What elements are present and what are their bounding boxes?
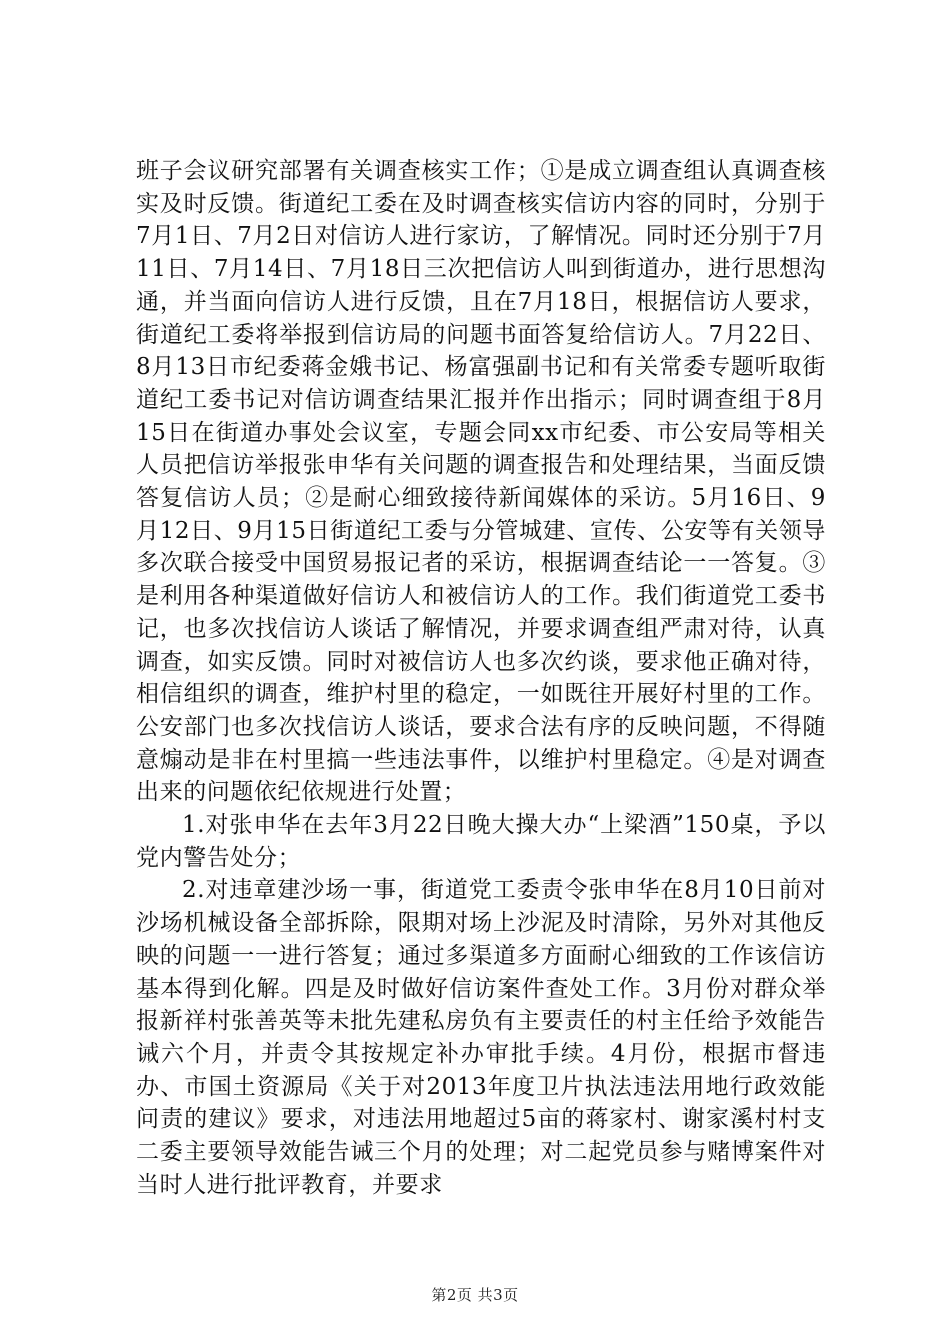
body-paragraph-item-2: 2.对违章建沙场一事，街道党工委责令张申华在8月10日前对沙场机械设备全部拆除，限期对场上沙泥及时清除，另外对其他反映的问题一一进行答复；通过多渠道多方面耐心细致的工作该信访基本得到化解。四是及时做好信访案件查处工作。3月份对群众举报新祥村张善英等未批先建私房负有主要责任的村主任给予效能告诫六个月，并责令其按规定补办审批手续。4月份，根据市督违办、市国土资源局《关于对2013年度卫片执法违法用地行政效能问责的建议》要求，对违法用地超过5亩的蒋家村、谢家溪村村支二委主要领导效能告诫三个月的处理；对二起党员参与赌博案件对当时人进行批评教育，并要求 [136, 877, 826, 1198]
body-paragraph-item-1: 1.对张申华在去年3月22日晚大操大办“上梁酒”150桌，予以党内警告处分； [136, 812, 826, 871]
page-number-footer: 第2页 共3页 [431, 1286, 519, 1304]
body-paragraph-1: 班子会议研究部署有关调查核实工作；①是成立调查组认真调查核实及时反馈。街道纪工委在及时调查核实信访内容的同时，分别于7月1日、7月2日对信访人进行家访，了解情况。同时还分别于7月11日、7月14日、7月18日三次把信访人叫到街道办，进行思想沟通，并当面向信访人进行反馈，且在7月18日，根据信访人要求，街道纪工委将举报到信访局的问题书面答复给信访人。7月22日、8月13日市纪委蒋金娥书记、杨富强副书记和有关常委专题听取街道纪工委书记对信访调查结果汇报并作出指示；同时调查组于8月15日在街道办事处会议室，专题会同xx市纪委、市公安局等相关人员把信访举报张申华有关问题的调查报告和处理结果，当面反馈答复信访人员；②是耐心细致接待新闻媒体的采访。5月16日、9月12日、9月15日街道纪工委与分管城建、宣传、公安等有关领导多次联合接受中国贸易报记者的采访，根据调查结论一一答复。③是利用各种渠道做好信访人和被信访人的工作。我们街道党工委书记，也多次找信访人谈话了解情况，并要求调查组严肃对待，认真调查，如实反馈。同时对被信访人也多次约谈，要求他正确对待，相信组织的调查，维护村里的稳定，一如既往开展好村里的工作。公安部门也多次找信访人谈话，要求合法有序的反映问题，不得随意煽动是非在村里搞一些违法事件，以维护村里稳定。④是对调查出来的问题依纪依规进行处置； [136, 158, 826, 806]
document-body [136, 155, 826, 1202]
